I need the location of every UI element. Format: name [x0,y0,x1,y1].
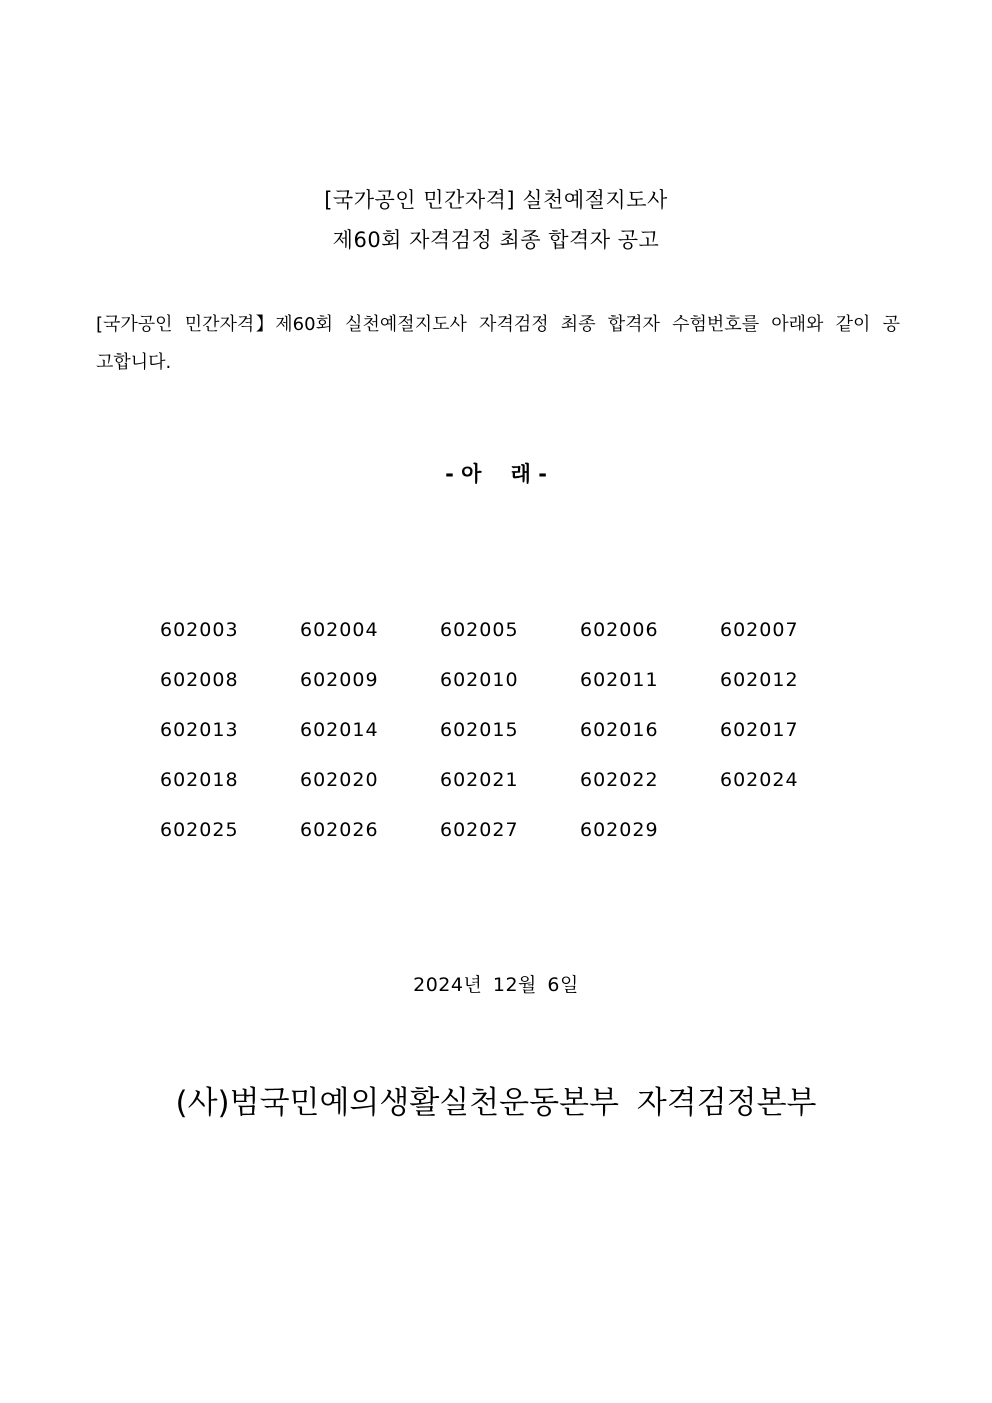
announcement-paragraph: [국가공인 민간자격】제60회 실천예절지도사 자격검정 최종 합격자 수험번호를 아래와 같이 공고합니다. [96,314,900,373]
exam-number: 602024 [720,769,799,791]
exam-number: 602016 [580,719,659,741]
exam-number: 602027 [440,819,519,841]
exam-number: 602006 [580,619,659,641]
exam-number: 602017 [720,719,799,741]
exam-number: 602012 [720,669,799,691]
exam-numbers-list [160,615,880,865]
exam-number: 602014 [300,719,379,741]
exam-number: 602008 [160,669,239,691]
exam-number: 602029 [580,819,659,841]
exam-number: 602003 [160,619,239,641]
exam-number: 602022 [580,769,659,791]
exam-number: 602026 [300,819,379,841]
exam-number: 602005 [440,619,519,641]
exam-number: 602007 [720,619,799,641]
section-heading: - 아 래 - [445,462,547,486]
exam-number: 602021 [440,769,519,791]
exam-number: 602011 [580,669,659,691]
exam-number: 602004 [300,619,379,641]
exam-number: 602020 [300,769,379,791]
exam-number: 602015 [440,719,519,741]
title-line-qualification: [국가공인 민간자격] 실천예절지도사 [324,188,668,212]
issuing-organization: (사)범국민예의생활실천운동본부 자격검정본부 [175,1085,817,1121]
exam-number: 602009 [300,669,379,691]
announcement-date: 2024년 12월 6일 [413,974,579,996]
announcement-title [0,183,992,257]
exam-number: 602010 [440,669,519,691]
exam-number: 602013 [160,719,239,741]
exam-number: 602025 [160,819,239,841]
title-line-announcement: 제60회 자격검정 최종 합격자 공고 [332,228,660,252]
exam-number: 602018 [160,769,239,791]
